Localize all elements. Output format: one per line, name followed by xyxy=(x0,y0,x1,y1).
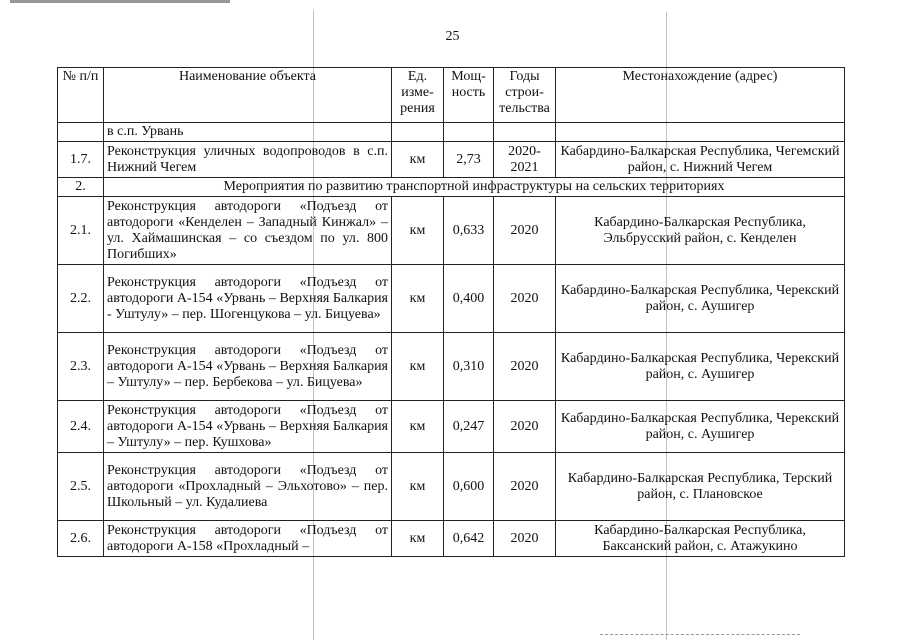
row-years: 2020 xyxy=(494,197,556,265)
row-years: 2020 xyxy=(494,521,556,557)
table-row xyxy=(58,197,845,265)
row-years: 2020 xyxy=(494,265,556,333)
row-name: Реконструкция автодороги «Подъезд от автодороги А-154 «Урвань – Верхняя Балкария – Уштулу» – пер. Кушхова» xyxy=(104,401,392,453)
row-power: 0,642 xyxy=(444,521,494,557)
header-name: Наименование объекта xyxy=(104,68,392,123)
scan-artifact-top xyxy=(10,0,230,3)
row-num: 2.2. xyxy=(58,265,104,333)
row-power: 0,600 xyxy=(444,453,494,521)
table-header-row xyxy=(58,68,845,123)
row-name: Реконструкция автодороги «Подъезд от автодороги «Прохладный – Эльхотово» – пер. Школьный – ул. Кудалиева xyxy=(104,453,392,521)
row-num: 2.3. xyxy=(58,333,104,401)
row-unit: км xyxy=(392,142,444,178)
continuation-row xyxy=(58,123,845,142)
row-num: 2.6. xyxy=(58,521,104,557)
table-row xyxy=(58,453,845,521)
row-num: 1.7. xyxy=(58,142,104,178)
row-power: 0,247 xyxy=(444,401,494,453)
row-location: Кабардино-Балкарская Республика, Терский район, с. Плановское xyxy=(556,453,845,521)
row-name: Реконструкция автодороги «Подъезд от автодороги А-158 «Прохладный – xyxy=(104,521,392,557)
row-num: 2.5. xyxy=(58,453,104,521)
row-years: 2020-2021 xyxy=(494,142,556,178)
row-unit: км xyxy=(392,401,444,453)
row-years: 2020 xyxy=(494,401,556,453)
scan-artifact-bottom xyxy=(600,634,800,636)
header-num: № п/п xyxy=(58,68,104,123)
table-row xyxy=(58,333,845,401)
continuation-text: в с.п. Урвань xyxy=(104,123,392,142)
header-power: Мощ-ность xyxy=(444,68,494,123)
row-years: 2020 xyxy=(494,333,556,401)
row-unit: км xyxy=(392,453,444,521)
row-power: 2,73 xyxy=(444,142,494,178)
row-name: Реконструкция уличных водопроводов в с.п. Нижний Чегем xyxy=(104,142,392,178)
row-location: Кабардино-Балкарская Республика, Черекский район, с. Аушигер xyxy=(556,265,845,333)
table-row xyxy=(58,521,845,557)
header-years: Годы строи-тельства xyxy=(494,68,556,123)
table-row xyxy=(58,142,845,178)
row-name: Реконструкция автодороги «Подъезд от автодороги «Кенделен – Западный Кинжал» – ул. Хаймашинская – со съездом по ул. 800 Погибших» xyxy=(104,197,392,265)
section-num: 2. xyxy=(58,178,104,197)
row-location: Кабардино-Балкарская Республика, Черекский район, с. Аушигер xyxy=(556,401,845,453)
row-power: 0,633 xyxy=(444,197,494,265)
row-location: Кабардино-Балкарская Республика, Чегемский район, с. Нижний Чегем xyxy=(556,142,845,178)
row-num: 2.1. xyxy=(58,197,104,265)
projects-table xyxy=(57,67,845,557)
row-name: Реконструкция автодороги «Подъезд от автодороги А-154 «Урвань – Верхняя Балкария – Уштулу» – пер. Бербекова – ул. Бицуева» xyxy=(104,333,392,401)
row-unit: км xyxy=(392,197,444,265)
section-title: Мероприятия по развитию транспортной инфраструктуры на сельских территориях xyxy=(104,178,845,197)
header-location: Местонахождение (адрес) xyxy=(556,68,845,123)
section-row xyxy=(58,178,845,197)
row-unit: км xyxy=(392,521,444,557)
row-location: Кабардино-Балкарская Республика, Черекский район, с. Аушигер xyxy=(556,333,845,401)
row-unit: км xyxy=(392,333,444,401)
row-num: 2.4. xyxy=(58,401,104,453)
row-power: 0,400 xyxy=(444,265,494,333)
row-location: Кабардино-Балкарская Республика, Баксанский район, с. Атажукино xyxy=(556,521,845,557)
row-unit: км xyxy=(392,265,444,333)
table-row xyxy=(58,401,845,453)
row-location: Кабардино-Балкарская Республика, Эльбрусский район, с. Кенделен xyxy=(556,197,845,265)
page-number: 25 xyxy=(445,29,460,44)
row-name: Реконструкция автодороги «Подъезд от автодороги А-154 «Урвань – Верхняя Балкария - Уштулу» – пер. Шогенцукова – ул. Бицуева» xyxy=(104,265,392,333)
row-power: 0,310 xyxy=(444,333,494,401)
row-years: 2020 xyxy=(494,453,556,521)
table-row xyxy=(58,265,845,333)
header-unit: Ед. изме-рения xyxy=(392,68,444,123)
